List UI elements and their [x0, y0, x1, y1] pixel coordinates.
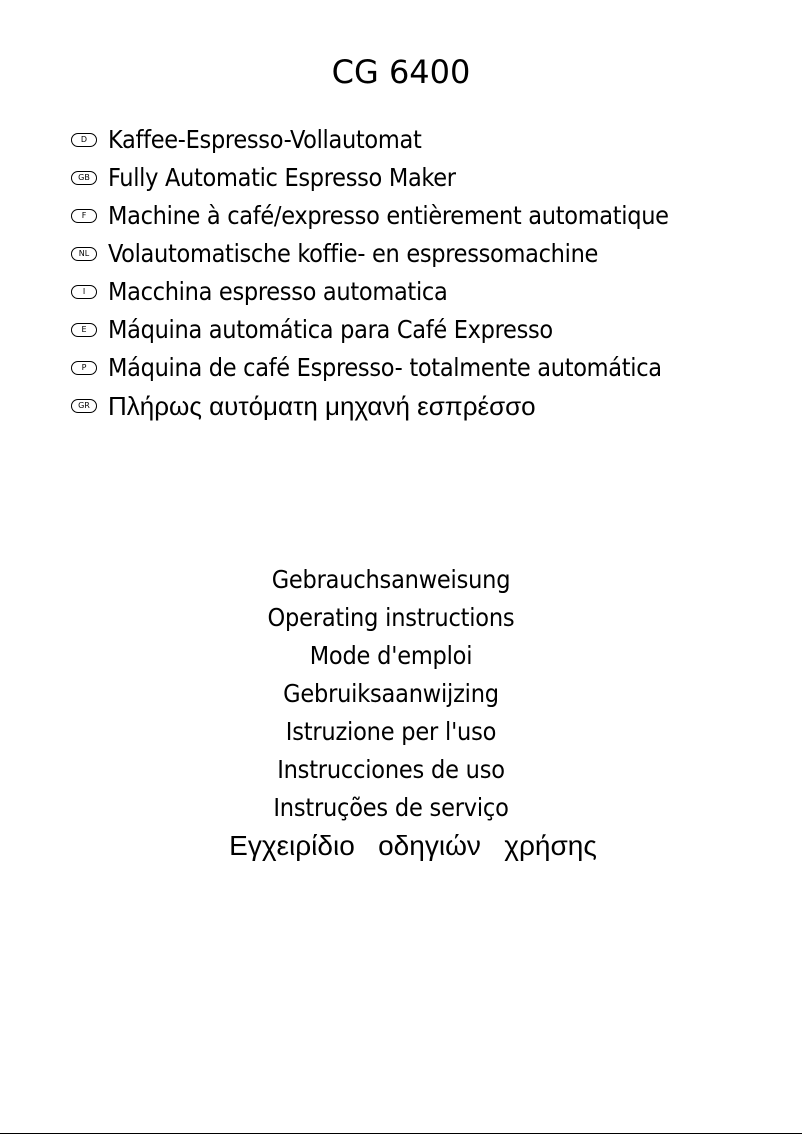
country-code-badge: I — [71, 285, 97, 299]
product-title-gr: Πλήρως αυτόματη μηχανή εσπρέσσο — [108, 391, 536, 421]
instructions-label-es: Instrucciones de uso — [277, 755, 505, 784]
country-code-badge: F — [71, 209, 97, 223]
language-title-row-pt — [71, 349, 791, 387]
country-code-badge: GR — [71, 399, 97, 413]
product-title-fr: Machine à café/expresso entièrement automatique — [108, 201, 669, 230]
language-title-row-fr — [71, 197, 791, 235]
instructions-label-fr: Mode d'emploi — [309, 641, 473, 670]
product-title-nl: Volautomatische koffie- en espressomachine — [108, 239, 599, 268]
instructions-label-it: Istruzione per l'uso — [285, 717, 497, 746]
instructions-label-nl: Gebruiksaanwijzing — [283, 679, 499, 708]
country-code-badge: D — [71, 133, 97, 147]
language-title-list — [71, 121, 791, 425]
language-title-row-es — [71, 311, 791, 349]
product-title-pt: Máquina de café Espresso- totalmente automática — [108, 353, 662, 382]
language-title-row-nl — [71, 235, 791, 273]
instructions-label-gb: Operating instructions — [267, 603, 515, 632]
product-title-it: Macchina espresso automatica — [108, 277, 448, 306]
instructions-label-gr: Εγχειρίδιο οδηγιών χρήσης — [229, 830, 597, 861]
country-code-badge: E — [71, 323, 97, 337]
country-code-badge: NL — [71, 247, 97, 261]
product-title-gb: Fully Automatic Espresso Maker — [108, 163, 456, 192]
instructions-heading-list — [0, 561, 782, 827]
model-number: CG 6400 — [331, 53, 471, 91]
language-title-row-de — [71, 121, 791, 159]
language-title-row-gr — [71, 387, 791, 425]
country-code-badge: P — [71, 361, 97, 375]
instructions-label-de: Gebrauchsanweisung — [271, 565, 511, 594]
product-title-es: Máquina automática para Café Expresso — [108, 315, 553, 344]
instructions-label-pt: Instruções de serviço — [273, 793, 509, 822]
language-title-row-it — [71, 273, 791, 311]
country-code-badge: GB — [71, 171, 97, 185]
product-title-de: Kaffee-Espresso-Vollautomat — [108, 125, 422, 154]
language-title-row-gb — [71, 159, 791, 197]
bottom-divider — [0, 1133, 802, 1134]
